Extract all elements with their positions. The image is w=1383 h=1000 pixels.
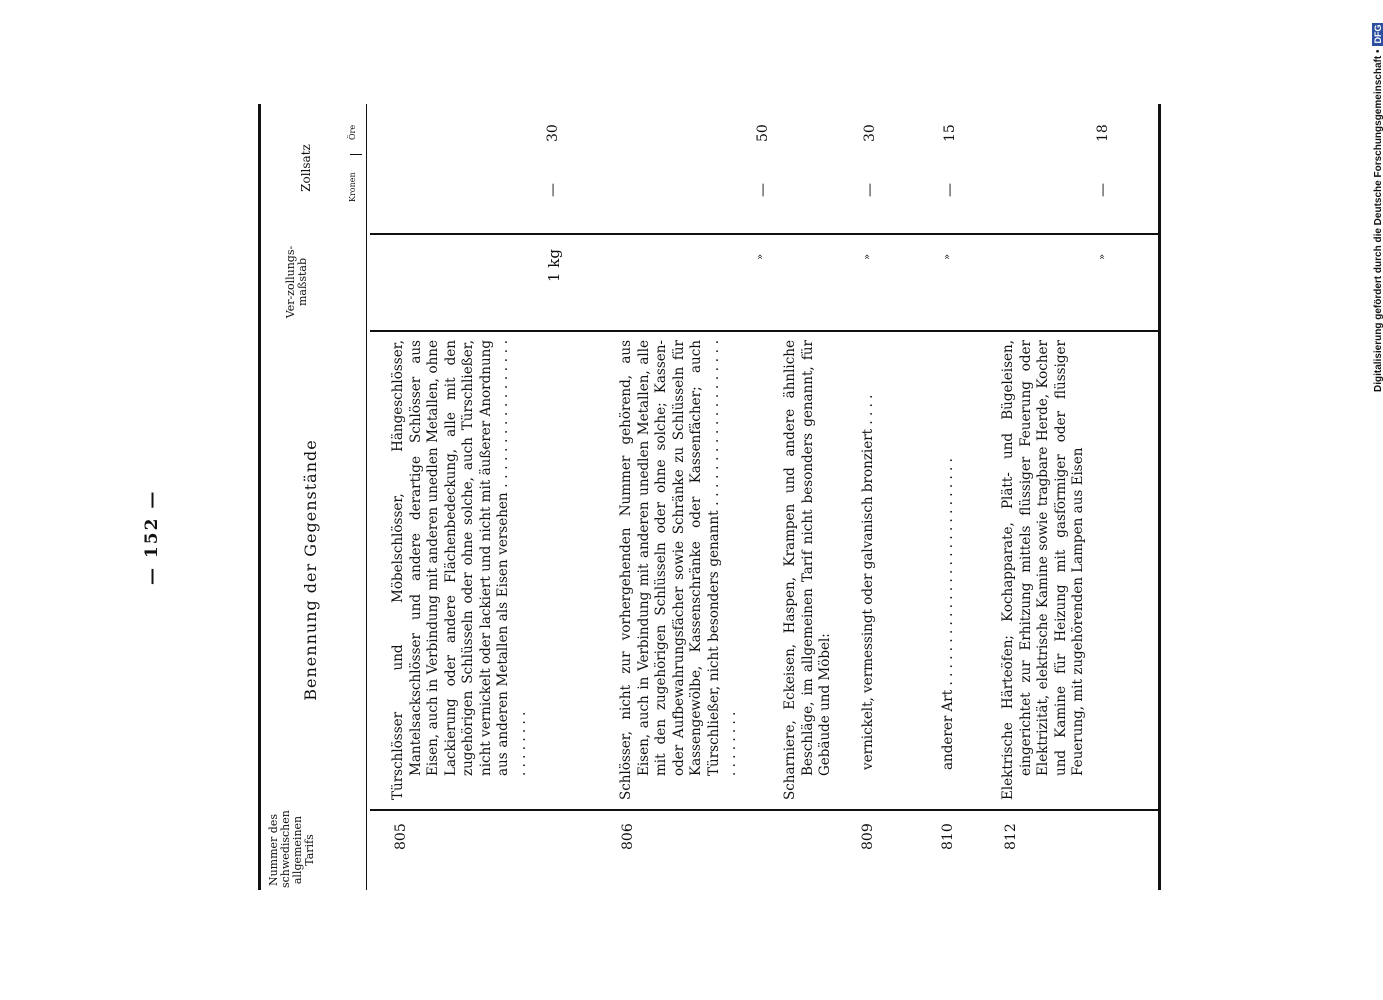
- row-810-text: anderer Art . . . . . . . . . . . . . . . . . . . . . . . . . . .: [940, 458, 956, 770]
- header-rate: Zollsatz: [299, 144, 313, 192]
- table-bottom-rule: [1158, 104, 1161, 890]
- header-bottom-rule: [366, 104, 367, 890]
- credit-text: Digitalisierung gefördert durch die Deutsche Forschungsgemeinschaft •: [1372, 49, 1383, 392]
- row-812-unit: »: [1097, 253, 1108, 260]
- row-809-kronen: —: [862, 183, 878, 197]
- row-812-kronen: —: [1095, 183, 1111, 197]
- row-809-oere: 30: [862, 124, 878, 142]
- col-rule-number: [370, 809, 1158, 811]
- row-806-oere: 50: [755, 124, 771, 142]
- col-rule-goods: [370, 330, 1158, 332]
- table-top-rule: [258, 104, 261, 890]
- row-809-unit: »: [862, 253, 873, 260]
- row-805-oere: 30: [545, 124, 561, 142]
- row-806-kronen: —: [755, 183, 771, 197]
- row-812-text: Elektrische Härteöfen; Kochapparate, Plätt- und Bügeleisen, eingerichtet zur Erhitzung mittels flüssiger Feuerung oder Elektrizität, elektrische Kamine sowie tragbare Herde, Kocher und Kamine für Heizung mit gasförmiger oder flüssiger Feuerung, mit zugehörenden Lampen aus Eisen: [1000, 340, 1086, 800]
- digitization-credit: [1365, 0, 1383, 420]
- row-809-text: vernickelt, vermessingt oder galvanisch bronziert . . . .: [860, 394, 876, 770]
- header-number: Nummer des schwedischen allgemeinen Tarifs: [267, 810, 316, 888]
- row-810-number: 810: [940, 823, 956, 850]
- row-810-unit: »: [942, 253, 953, 260]
- row-805-kronen: —: [545, 183, 561, 197]
- row-806-number: 806: [620, 823, 636, 850]
- row-806-text: Schlösser, nicht zur vorhergehenden Nummer gehörend, aus Eisen, auch in Verbindung mit anderen unedlen Metallen, alle mit den zugehörigen Schlüsseln oder ohne solche; Kassen- oder Aufbewahrungsfächer sowie Schränke zu Schlüsseln für Kassengewölbe, Kassenschränke oder Kassenfächer; auch Türschließer, nicht besonders genannt . . . . . . . . . . . . . . . . . . . . . . . . . . .: [618, 340, 739, 800]
- header-basis: Ver-zollungs-maßstab: [284, 245, 309, 319]
- row-806-unit: »: [755, 253, 766, 260]
- row-812-number: 812: [1003, 823, 1019, 850]
- row-812-oere: 18: [1095, 124, 1111, 142]
- row-810-oere: 15: [942, 124, 958, 142]
- page-number: — 152 —: [142, 489, 162, 585]
- row-805-text: Türschlösser und Möbelschlösser, Hängeschlösser, Mantelsackschlösser und andere derartige Schlösser aus Eisen, auch in Verbindung mit anderen unedlen Metallen, ohne Lackierung oder andere Flächenbedeckung, alle mit den zugehörigen Schlüsseln oder ohne solche, auch Türschließer, nicht vernickelt oder lackiert und nicht mit äußerer Anordnung aus anderen Metallen als Eisen versehen . . . . . . . . . . . . . . . . . . . . . . . . .: [390, 340, 529, 800]
- header-oere: Öre: [348, 124, 357, 140]
- header-goods: Benennung der Gegenstände: [301, 439, 320, 701]
- dfg-logo: DFG: [1373, 24, 1383, 44]
- col-rule-basis: [370, 233, 1158, 235]
- row-809-number: 809: [860, 823, 876, 850]
- row-805-number: 805: [393, 823, 409, 850]
- header-kronen: Kronen: [348, 172, 357, 202]
- row-805-unit: 1 kg: [545, 248, 563, 282]
- row-beschlaege-heading: Scharniere, Eckeisen, Haspen, Krampen und andere ähnliche Beschläge, im allgemeinen Tarif nicht besonders genannt, für Gebäude und Möbel:: [782, 340, 833, 800]
- row-810-kronen: —: [942, 183, 958, 197]
- col-rule-rate-sub: [350, 154, 362, 155]
